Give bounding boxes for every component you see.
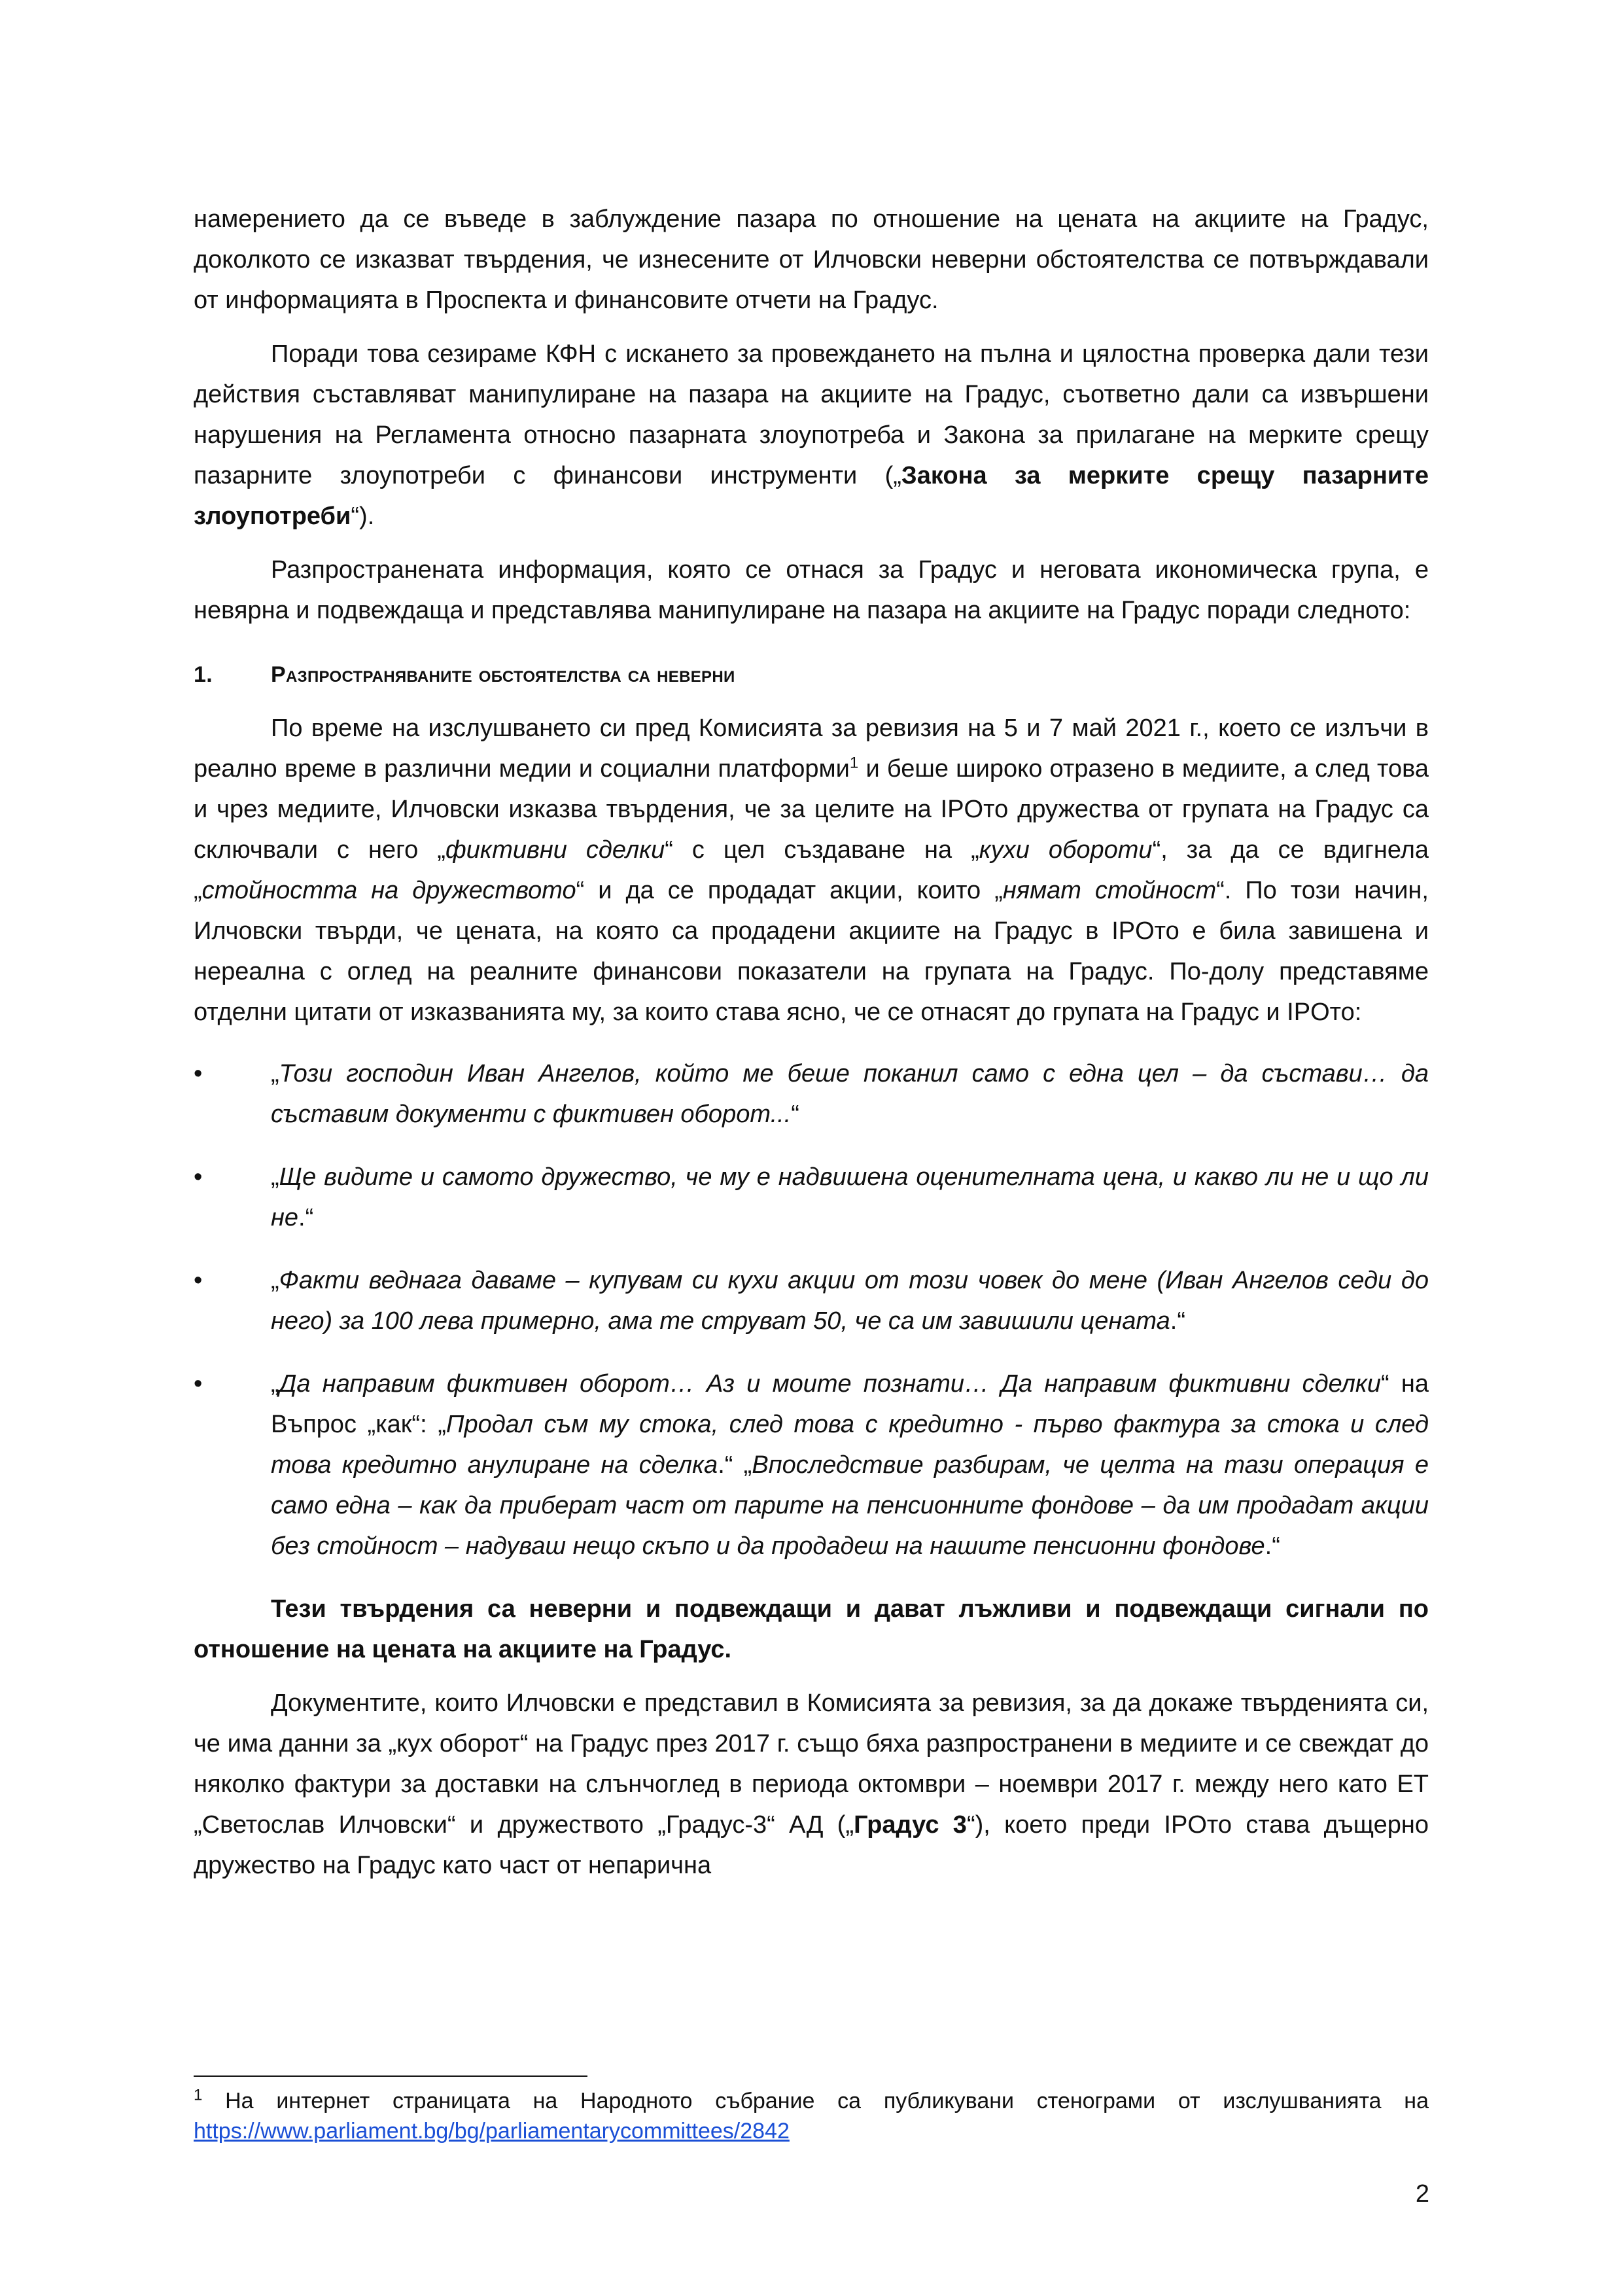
quote-no-value: нямат стойност <box>1002 877 1217 904</box>
list-item <box>194 1053 1429 1135</box>
bullet-icon: • <box>194 1267 203 1294</box>
quote-text <box>271 1053 1429 1135</box>
footnote-number: 1 <box>194 2086 203 2104</box>
quote-italic: Ще видите и самото дружество, че му е надвишена оценителната цена, и какво ли не и що ли не <box>271 1163 1429 1231</box>
quote-open: „ <box>271 1370 279 1398</box>
quote-close: .“ <box>1265 1532 1280 1560</box>
quote-text <box>271 1157 1429 1238</box>
section-title: Разпространяваните обстоятелства са неверни <box>271 662 735 687</box>
law-definition: Закона за мерките срещу пазарните злоупотреби <box>194 462 1429 530</box>
paragraph-documents <box>194 1683 1429 1886</box>
quote-open: „ <box>271 1060 279 1087</box>
footnote-ref[interactable]: 1 <box>849 754 859 772</box>
quote-italic: Впоследствие разбирам, че целта на тази операция е само една – как да приберат част от парите на пенсионните фондове – да им продадат акции без стойност – надуваш нещо скъпо и да продадеш на нашите пенсионни фондове <box>271 1451 1429 1560</box>
quote-connector: .“ „ <box>718 1451 752 1479</box>
quote-italic: Факти веднага даваме – купувам си кухи акции от този човек до мене (Иван Ангелов седи до него) за 100 лева примерно, ама те струват 50, че са им завишили цената <box>271 1267 1429 1335</box>
paragraph-hearing <box>194 708 1429 1033</box>
hearing-text-3: “ с цел създаване на „ <box>665 836 979 864</box>
quote-connector: “ на Въпрос „как“: „ <box>271 1370 1429 1438</box>
section-heading <box>194 654 1429 695</box>
paragraph-request-text: Поради това сезираме КФН с искането за провеждането на пълна и цялостна проверка дали тези действия съставляват манипулиране на пазара на акциите на Градус, съответно дали са извършени нарушения на Регламента относно пазарната злоупотреба и Закона за прилагане на мерките срещу пазарните злоупотреби с финансови инструменти („ <box>194 340 1429 489</box>
quotes-list <box>194 1053 1429 1566</box>
footnote <box>194 2086 1429 2146</box>
list-item <box>194 1157 1429 1238</box>
paragraph-claims-false <box>194 1589 1429 1670</box>
quote-text <box>271 1364 1429 1566</box>
quote-open: „ <box>271 1267 279 1294</box>
quote-italic: Този господин Иван Ангелов, който ме беше поканил само с една цел – да състави… да съставим документи с фиктивен оборот... <box>271 1060 1429 1128</box>
claims-false-bold: Тези твърдения са неверни и подвеждащи и дават лъжливи и подвеждащи сигнали по отношение на цената на акциите на Градус. <box>194 1595 1429 1663</box>
paragraph-intro: намерението да се въведе в заблуждение пазара по отношение на цената на акциите на Градус, доколкото се изказват твърдения, че изнесените от Илчовски неверни обстоятелства се потвърждавали от информацията в Проспекта и финансовите отчети на Градус. <box>194 205 1429 314</box>
quote-company-value: стойността на дружеството <box>201 877 576 904</box>
gradus-3-definition: Градус 3 <box>854 1811 967 1839</box>
hearing-text-1: По време на изслушването си пред Комисията за ревизия на 5 и 7 май 2021 г., което се излъчи в реално време в различни медии и социални платформи <box>194 715 1429 783</box>
section-number: 1. <box>194 662 213 687</box>
footnote-divider <box>194 2075 587 2077</box>
quote-italic: Продал съм му стока, след това с кредитно - първо фактура за стока и след това кредитно анулиране на сделка <box>271 1411 1429 1479</box>
bullet-icon: • <box>194 1163 203 1191</box>
document-body <box>194 199 1429 1886</box>
documents-text-1: Документите, които Илчовски е представил в Комисията за ревизия, за да докаже твърденията си, че има данни за „кух оборот“ на Градус през 2017 г. също бяха разпространени в медиите и се свеждат до няколко фактури за доставки на слънчоглед в периода октомври – ноември 2017 г. между него като ЕТ „Светослав Илчовски“ и дружеството „Градус-3“ АД („ <box>194 1689 1429 1839</box>
quote-open: „ <box>271 1163 279 1191</box>
quote-italic: Да направим фиктивен оборот… Аз и моите познати… Да направим фиктивни сделки <box>279 1370 1381 1398</box>
list-item <box>194 1260 1429 1341</box>
hearing-text-6: “. По този начин, Илчовски твърди, че цената, на която са продадени акциите на Градус в IPOто е била завишена и нереална с оглед на реалните финансови показатели на групата на Градус. По-долу представяме отделни цитати от изказванията му, за които става ясно, че се отнасят до групата на Градус и IPOто: <box>194 877 1429 1026</box>
hearing-text-4: “, за да се вдигнела „ <box>194 836 1429 904</box>
paragraph-request <box>194 334 1429 537</box>
quote-close: “ <box>791 1101 799 1128</box>
hearing-text-5: “ и да се продадат акции, които „ <box>576 877 1003 904</box>
hearing-text-2: и беше широко отразено в медиите, а след това и чрез медиите, Илчовски изказва твърдения, че за целите на IPOто дружества от групата на Градус са сключвали с него „ <box>194 755 1429 864</box>
list-item <box>194 1364 1429 1566</box>
documents-text-2: “), което преди IPOто става дъщерно дружество на Градус като част от непарична <box>194 1811 1429 1879</box>
paragraph-disseminated-info: Разпространената информация, която се отнася за Градус и неговата икономическа група, е невярна и подвеждаща и представлява манипулиране на пазара на акциите на Градус поради следното: <box>194 556 1429 624</box>
footnote-link[interactable]: https://www.parliament.bg/bg/parliamentarycommittees/2842 <box>194 2119 790 2144</box>
bullet-icon: • <box>194 1060 203 1087</box>
bullet-icon: • <box>194 1370 203 1398</box>
quote-close: .“ <box>1170 1307 1185 1335</box>
quote-fictitious-deals: фиктивни сделки <box>445 836 665 864</box>
paragraph-request-end: “). <box>351 503 375 530</box>
footnote-text: На интернет страницата на Народното събрание са публикувани стенограми от изслушванията на <box>202 2089 1429 2113</box>
page-number: 2 <box>1415 2180 1429 2208</box>
quote-close: .“ <box>298 1204 314 1231</box>
quote-text <box>271 1260 1429 1341</box>
quote-empty-turnover: кухи обороти <box>979 836 1153 864</box>
